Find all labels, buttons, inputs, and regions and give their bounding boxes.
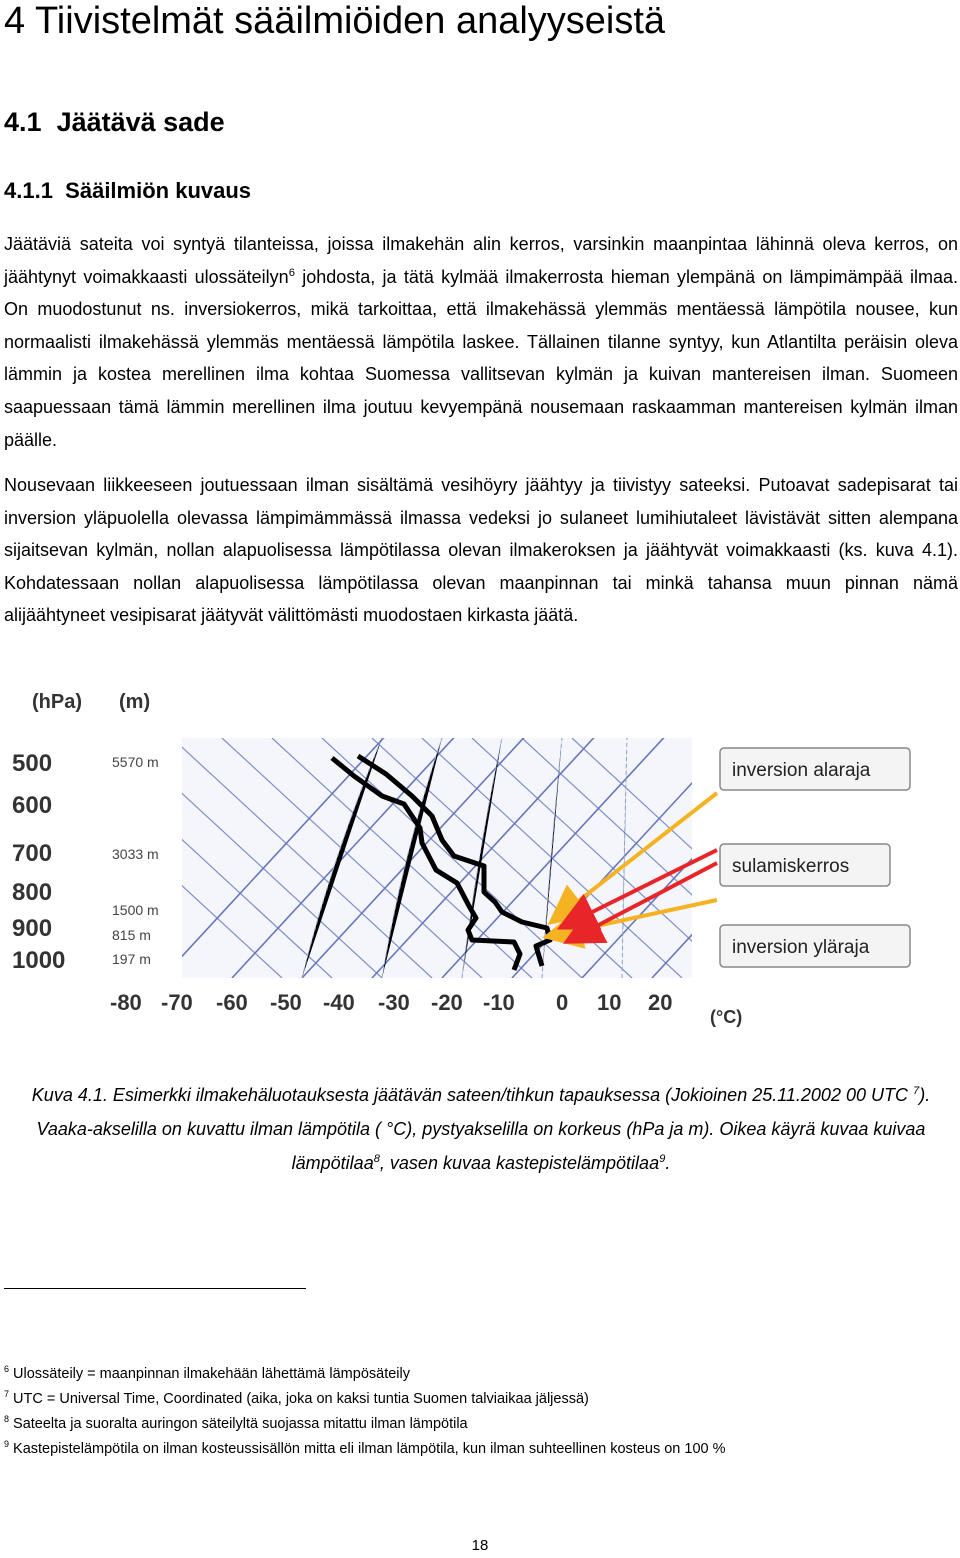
footnotes	[4, 1362, 958, 1462]
temp-tick-0: 0	[556, 990, 569, 1015]
footnote-number: 7	[4, 1389, 9, 1400]
temp-tick-20: 20	[648, 990, 673, 1015]
footnote	[4, 1362, 958, 1387]
page-number: 18	[471, 1537, 489, 1554]
footnote-text: Sateelta ja suoralta auringon säteilyltä suojassa mitattu ilman lämpötila	[13, 1416, 468, 1432]
temp-tick-10: 10	[597, 990, 622, 1015]
subsection-heading	[4, 178, 251, 204]
callout-sulamiskerros: sulamiskerros	[732, 856, 850, 877]
subsection-number: 4.1.1	[4, 178, 53, 203]
sounding-diagram	[2, 678, 952, 1036]
footnote-ref-6[interactable]: 6	[288, 266, 295, 279]
footnote-ref-7[interactable]: 7	[912, 1085, 920, 1097]
section-number: 4.1	[4, 107, 42, 137]
caption-text-2: ). Vaaka-akselilla on kuvattu ilman lämpötila ( °C), pystyakselilla on korkeus (hPa ja m). Oikea käyrä kuvaa kuivaa lämpötilaa	[36, 1085, 931, 1173]
subsection-title: Sääilmiön kuvaus	[65, 178, 252, 203]
footnote-number: 8	[4, 1414, 9, 1425]
footnote	[4, 1437, 958, 1462]
height-label-1500: 1500 m	[112, 902, 159, 918]
temp-tick--50: -50	[270, 990, 302, 1015]
footnote-number: 9	[4, 1439, 9, 1450]
height-label-3033: 3033 m	[112, 846, 159, 862]
callout-inversion-ylaraja: inversion yläraja	[732, 937, 870, 958]
callout-inversion-alaraja: inversion alaraja	[732, 760, 871, 781]
chapter-heading: 4 Tiivistelmät sääilmiöiden analyyseistä	[4, 0, 666, 42]
pressure-tick-900: 900	[12, 915, 53, 942]
temp-tick--20: -20	[431, 990, 463, 1015]
figure-caption	[4, 1078, 958, 1180]
paragraph-1-text-a: Jäätäviä sateita voi syntyä tilanteissa, joissa ilmakehän alin kerros, varsinkin maanpintaa lähinnä oleva kerros, on jäähtynyt voimakkaasti ulossäteilyn	[4, 234, 958, 287]
footnote-separator	[4, 1288, 306, 1289]
height-label-197: 197 m	[112, 951, 151, 967]
section-heading	[4, 107, 225, 138]
temp-tick--40: -40	[323, 990, 355, 1015]
pressure-tick-800: 800	[12, 879, 53, 906]
height-label-815: 815 m	[112, 927, 151, 943]
footnote-ref-8[interactable]: 8	[373, 1153, 380, 1165]
pressure-tick-500: 500	[12, 750, 53, 777]
height-unit-label: (m)	[119, 691, 151, 713]
height-label-5570: 5570 m	[112, 754, 159, 770]
footnote-text: Kastepistelämpötila on ilman kosteussisällön mitta eli ilman lämpötila, kun ilman suhteellinen kosteus on 100 %	[13, 1441, 726, 1457]
footnote	[4, 1387, 958, 1412]
paragraph-1	[4, 228, 958, 456]
temp-tick--10: -10	[483, 990, 515, 1015]
footnote-text: UTC = Universal Time, Coordinated (aika, joka on kaksi tuntia Suomen talviaikaa jäljessä)	[13, 1391, 589, 1407]
temp-tick--70: -70	[161, 990, 193, 1015]
temp-tick--30: -30	[378, 990, 410, 1015]
footnote	[4, 1412, 958, 1437]
footnote-text: Ulossäteily = maanpinnan ilmakehään lähettämä lämpösäteily	[13, 1366, 410, 1382]
paragraph-1-text-b: johdosta, ja tätä kylmää ilmakerrosta hieman ylempänä on lämpimämpää ilmaa. On muodostunut ns. inversiokerros, mikä tarkoittaa, että ilmakehässä ylemmäs mentäessä lämpötila nousee, kun normaalisti ilmakehässä ylemmäs mentäessä lämpötila laskee. Tällainen tilanne syntyy, kun Atlantilta peräisin oleva lämmin ja kostea merellinen ilma kohtaa Suomessa vallitsevan kylmän ja kuivan mantereisen ilman. Suomeen saapuessaan tämä lämmin merellinen ilma joutuu kevyempänä nousemaan raskaamman mantereisen kylmän ilman päälle.	[4, 266, 958, 450]
paragraph-2: Nousevaan liikkeeseen joutuessaan ilman sisältämä vesihöyry jäähtyy ja tiivistyy sateeksi. Putoavat sadepisarat tai inversion yläpuolella olevassa lämpimämmässä ilmassa vedeksi jo sulaneet lumihiutaleet lävistävät sitten alempana sijaitsevan kylmän, nollan alapuolisessa lämpötilassa olevan ilmakeroksen ja jäähtyvät voimakkaasti (ks. kuva 4.1). Kohdatessaan nollan alapuolisessa lämpötilassa olevan maanpinnan tai minkä tahansa muun pinnan nämä alijäähtyneet vesipisarat jäätyvät välittömästi muodostaen kirkasta jäätä.	[4, 475, 958, 626]
footnote-number: 6	[4, 1364, 9, 1375]
pressure-tick-700: 700	[12, 840, 53, 867]
temp-unit-label: (°C)	[710, 1007, 743, 1027]
pressure-tick-600: 600	[12, 792, 53, 819]
footnote-ref-9[interactable]: 9	[659, 1153, 666, 1165]
caption-text-3: , vasen kuvaa kastepistelämpötilaa	[379, 1153, 660, 1173]
section-title: Jäätävä sade	[56, 107, 225, 137]
caption-text-1: Kuva 4.1. Esimerkki ilmakehäluotauksesta jäätävän sateen/tihkun tapauksessa (Jokioinen 25.11.2002 00 UTC	[31, 1085, 913, 1105]
pressure-tick-1000: 1000	[12, 947, 66, 974]
caption-text-4: .	[665, 1153, 671, 1173]
temp-tick--80: -80	[110, 990, 142, 1015]
pressure-unit-label: (hPa)	[32, 691, 82, 713]
temp-tick--60: -60	[216, 990, 248, 1015]
